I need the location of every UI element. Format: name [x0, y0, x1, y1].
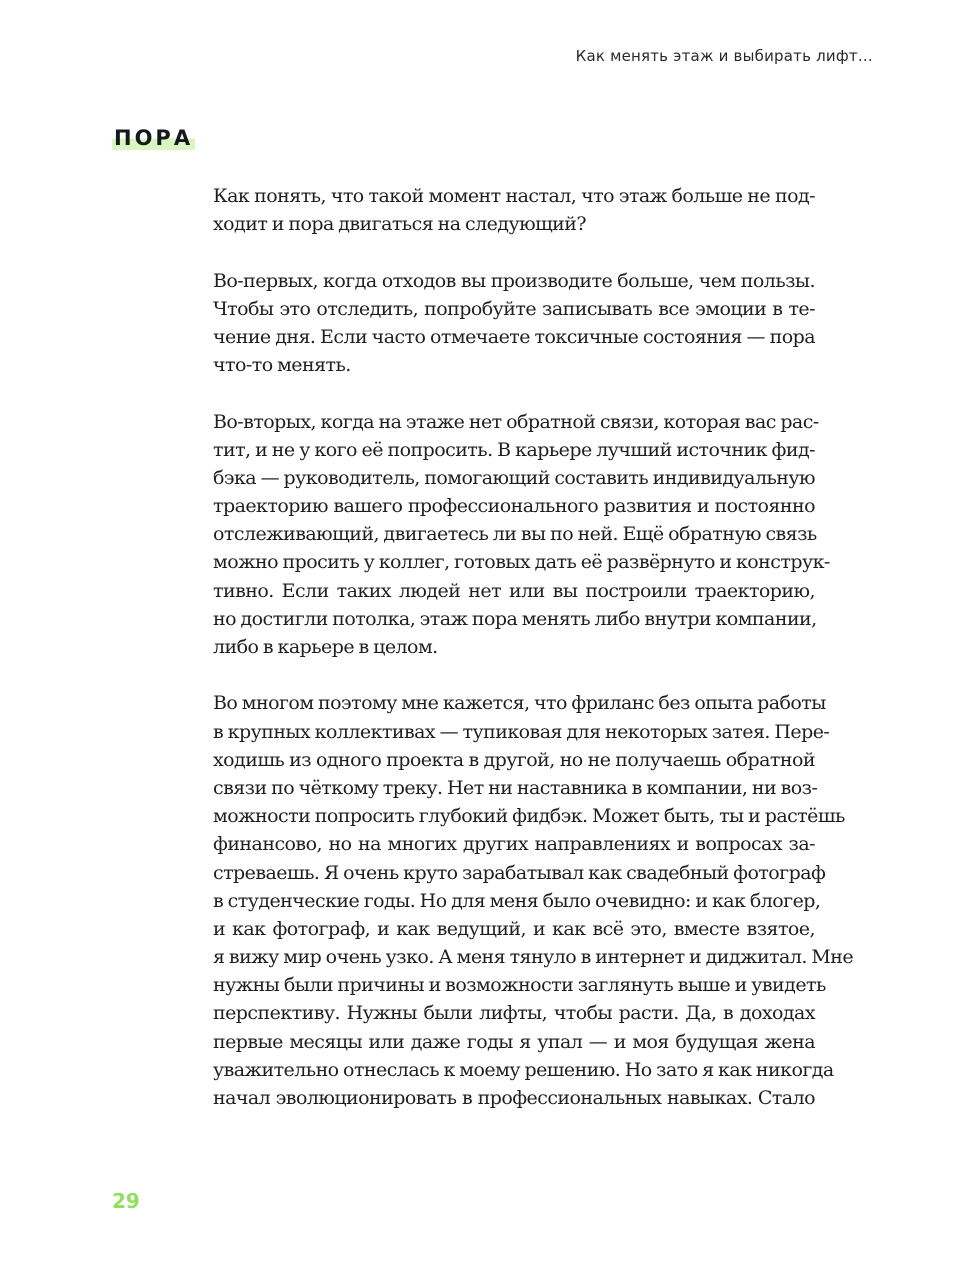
text-line: первые месяцы или даже годы я упал — и моя будущая жена — [213, 1030, 815, 1053]
text-line: Чтобы это отследить, попробуйте записывать все эмоции в те- — [213, 297, 815, 320]
text-line: связи по чёткому треку. Нет ни наставника в компании, ни воз- — [213, 776, 818, 799]
paragraph — [213, 267, 815, 380]
paragraph — [213, 182, 815, 238]
text-line: бэка — руководитель, помогающий составить индивидуальную — [213, 466, 816, 489]
text-line: но достигли потолка, этаж пора менять либо внутри компании, — [213, 607, 817, 630]
text-line: нужны были причины и возможности заглянуть выше и увидеть — [213, 974, 826, 997]
text-line: начал эволюционировать в профессиональных навыках. Стало — [213, 1087, 815, 1109]
text-line: стреваешь. Я очень круто зарабатывал как свадебный фотограф — [213, 861, 826, 884]
text-line: тит, и не у кого её попросить. В карьере лучший источник фид- — [213, 438, 815, 461]
text-line: либо в карьере в целом. — [213, 636, 438, 658]
text-line: Во многом поэтому мне кажется, что фриланс без опыта работы — [213, 692, 826, 715]
text-line: траекторию вашего профессионального развития и постоянно — [213, 495, 815, 518]
paragraph — [213, 408, 830, 662]
text-line: Во-вторых, когда на этаже нет обратной связи, которая вас рас- — [213, 410, 819, 433]
text-line: в крупных коллективах — тупиковая для некоторых затея. Пере- — [213, 720, 830, 743]
text-line: финансово, но на многих других направлениях и вопросах за- — [213, 833, 815, 856]
paragraph — [213, 689, 854, 1112]
text-line: что-то менять. — [213, 354, 351, 377]
body-text — [213, 182, 854, 1140]
text-line: уважительно отнеслась к моему решению. Но зато я как никогда — [213, 1058, 834, 1081]
text-line: тивно. Если таких людей нет или вы построили траекторию, — [213, 579, 815, 602]
text-line: отслеживающий, двигаетесь ли вы по ней. Ещё обратную связь — [213, 523, 817, 546]
text-line: ходишь из одного проекта в другой, но не получаешь обратной — [213, 748, 815, 771]
text-line: я вижу мир очень узко. А меня тянуло в интернет и диджитал. Мне — [213, 946, 854, 969]
text-line: и как фотограф, и как ведущий, и как всё это, вместе взятое, — [213, 917, 815, 940]
text-line: чение дня. Если часто отмечаете токсичные состояния — пора — [213, 325, 815, 348]
text-line: ходит и пора двигаться на следующий? — [213, 213, 587, 236]
text-line: в студенческие годы. Но для меня было очевидно: и как блогер, — [213, 889, 821, 912]
text-line: перспективу. Нужны были лифты, чтобы расти. Да, в доходах — [213, 1002, 815, 1025]
section-title: ПОРА — [114, 126, 194, 150]
running-head: Как менять этаж и выбирать лифт… — [575, 47, 873, 65]
text-line: Как понять, что такой момент настал, что этаж больше не под- — [213, 185, 815, 207]
page-number: 29 — [112, 1189, 140, 1213]
text-line: можности попросить глубокий фидбэк. Может быть, ты и растёшь — [213, 805, 845, 828]
text-line: Во-первых, когда отходов вы производите больше, чем пользы. — [213, 269, 815, 292]
text-line: можно просить у коллег, готовых дать её развёрнуто и конструк- — [213, 551, 830, 574]
